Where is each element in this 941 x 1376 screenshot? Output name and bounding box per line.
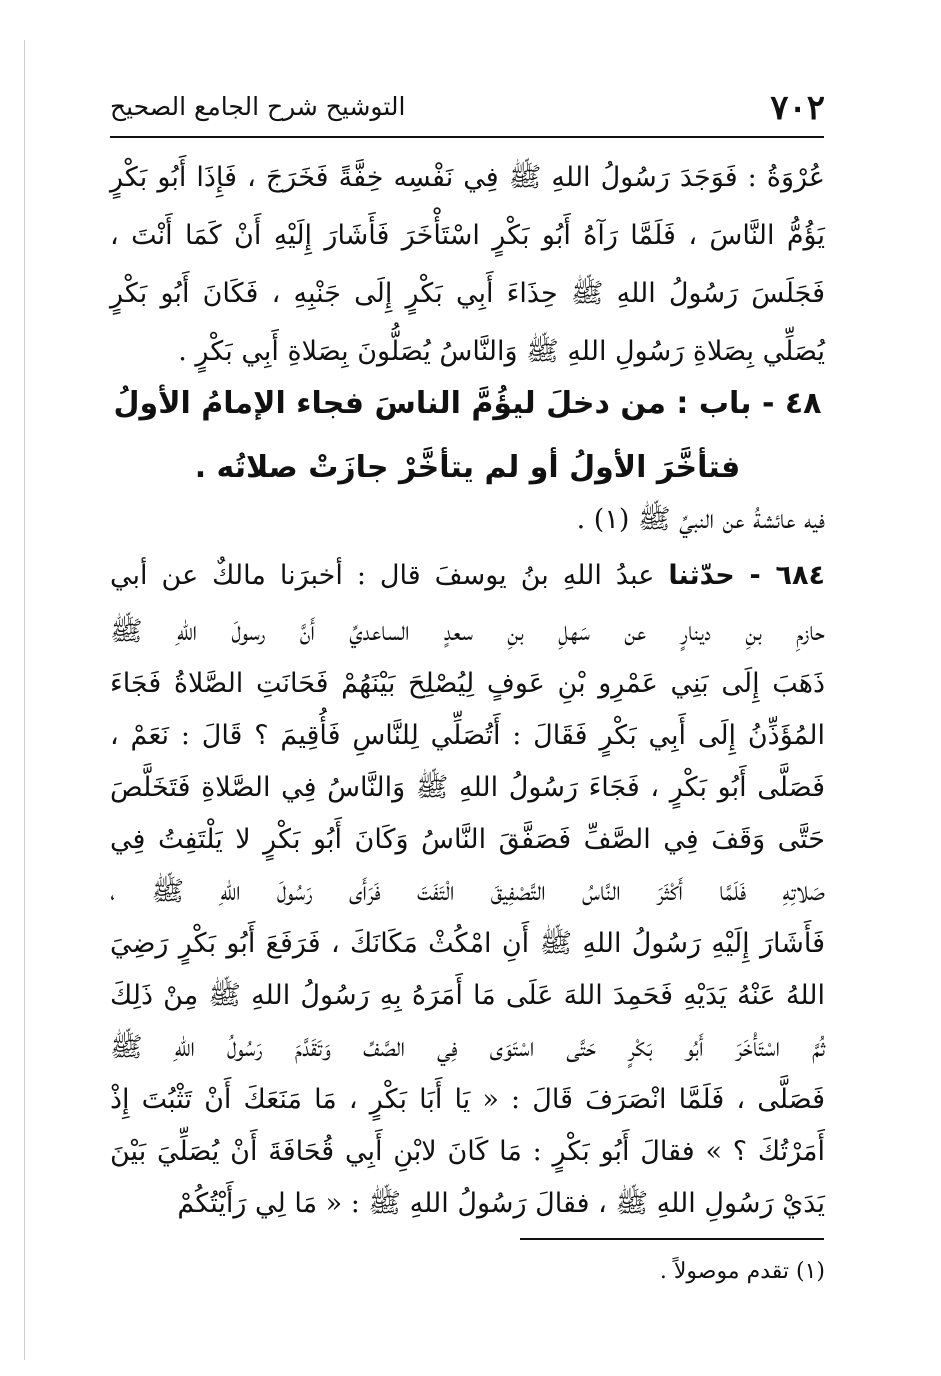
text-line: حازمِ بنِ دينارٍ عن سَهلِ بنِ سعدٍ الساعديِّ أَنَّ رسولَ اللهِ ﷺ — [110, 616, 825, 647]
text-line: فَأَشَارَ إِلَيْهِ رَسُولُ اللهِ ﷺ أَنِ امْكُثْ مَكَانَكَ ، فَرَفَعَ أَبُو بَكْرٍ رَضِيَ — [110, 928, 825, 959]
text-line: يَدَيْ رَسُولِ اللهِ ﷺ ، فقالَ رَسُولُ اللهِ ﷺ : « مَا لِي رَأَيْتُكُمْ — [177, 1188, 825, 1219]
running-title: التوشيح شرح الجامع الصحيح — [110, 92, 406, 121]
hadith-line-first — [110, 548, 825, 604]
text-line: فَصَلَّى ، فَلَمَّا انْصَرَفَ قَالَ : « يَا أَبَا بَكْرٍ ، مَا مَنَعَكَ أَنْ تَثْبُتَ إِذْ — [110, 1084, 825, 1115]
text-line: صَلاتِهِ فَلَمَّا أَكْثَرَ النَّاسُ التَّصْفِيقَ الْتَفَتَ فَرَأَى رَسُولَ اللهِ ﷺ ، — [110, 876, 825, 907]
text-line: المُؤَذِّنُ إِلَى أَبِي بَكْرٍ فَقَالَ : أَتُصَلِّي لِلنَّاسِ فَأُقِيمَ ؟ قَالَ : نَعَمْ ، — [110, 720, 825, 751]
text-line: ثُمَّ اسْتَأْخَرَ أَبُو بَكْرٍ حَتَّى اسْتَوَى فِي الصَّفِّ وَتَقَدَّمَ رَسُولُ اللهِ ﷺ — [110, 1032, 825, 1063]
text-line: يَؤُمُّ النَّاسَ ، فَلَمَّا رَآهُ أَبُو بَكْرٍ اسْتَأْخَرَ فَأَشَارَ إِلَيْهِ أَنْ كَمَا أَنْتَ ، — [110, 220, 825, 251]
footnote: (١) تقدم موصولاً . — [659, 1259, 825, 1284]
text-line: فَجَلَسَ رَسُولُ اللهِ ﷺ حِذَاءَ أَبِي بَكْرٍ إِلَى جَنْبِهِ ، فَكَانَ أَبُو بَكْرٍ — [110, 278, 825, 309]
text-line: اللهُ عَنْهُ يَدَيْهِ فَحَمِدَ اللهَ عَلَى مَا أَمَرَهُ بِهِ رَسُولُ اللهِ ﷺ مِنْ ذَلِكَ — [110, 980, 825, 1011]
text-line: يُصَلِّي بِصَلاةِ رَسُولِ اللهِ ﷺ وَالنَّاسُ يُصَلُّونَ بِصَلاةِ أَبِي بَكْرٍ . — [178, 336, 825, 367]
text-line: حَتَّى وَقَفَ فِي الصَّفِّ فَصَفَّقَ النَّاسُ وَكَانَ أَبُو بَكْرٍ لا يَلْتَفِتُ فِي — [110, 824, 825, 855]
header-divider — [110, 136, 824, 138]
text-line: ذَهَبَ إِلَى بَنِي عَمْرِو بْنِ عَوفٍ لِيُصْلِحَ بَيْنَهُمْ فَحَانَتِ الصَّلاةُ فَجَاءَ — [110, 668, 825, 699]
hadith-number: ٦٨٤ - حدّثنا — [668, 560, 825, 591]
page-number: ٧٠٢ — [770, 88, 825, 128]
chapter-note: فيه عائشةُ عن النبيِّ ﷺ (١) . — [576, 504, 825, 535]
text-line: أَمَرْتُكَ ؟ » فقالَ أَبُو بَكْرٍ : مَا كَانَ لابْنِ أَبِي قُحَافَةَ أَنْ يُصَلِّيَ بَيْنَ — [110, 1136, 825, 1167]
chapter-title-line-2: فتأخَّرَ الأولُ أو لم يتأخَّرْ جازَتْ صلاتُه . — [194, 450, 741, 485]
hadith-text: عبدُ اللهِ بنُ يوسفَ قال : أخبرَنا مالكٌ عن أبي — [110, 560, 655, 591]
page-edge-line — [24, 40, 25, 1360]
chapter-title-line-1: ٤٨ - باب : من دخلَ ليؤُمَّ الناسَ فجاء الإمامُ الأولُ — [113, 386, 822, 421]
footnote-divider — [520, 1238, 824, 1240]
text-line: عُرْوَةُ : فَوَجَدَ رَسُولُ اللهِ ﷺ فِي نَفْسِه خِفَّةً فَخَرَجَ ، فَإِذَا أَبُو بَكْرٍ — [110, 162, 825, 193]
text-line: فَصَلَّى أَبُو بَكْرٍ ، فَجَاءَ رَسُولُ اللهِ ﷺ وَالنَّاسُ فِي الصَّلاةِ فَتَخَلَّصَ — [110, 772, 825, 803]
page-header — [110, 88, 825, 132]
